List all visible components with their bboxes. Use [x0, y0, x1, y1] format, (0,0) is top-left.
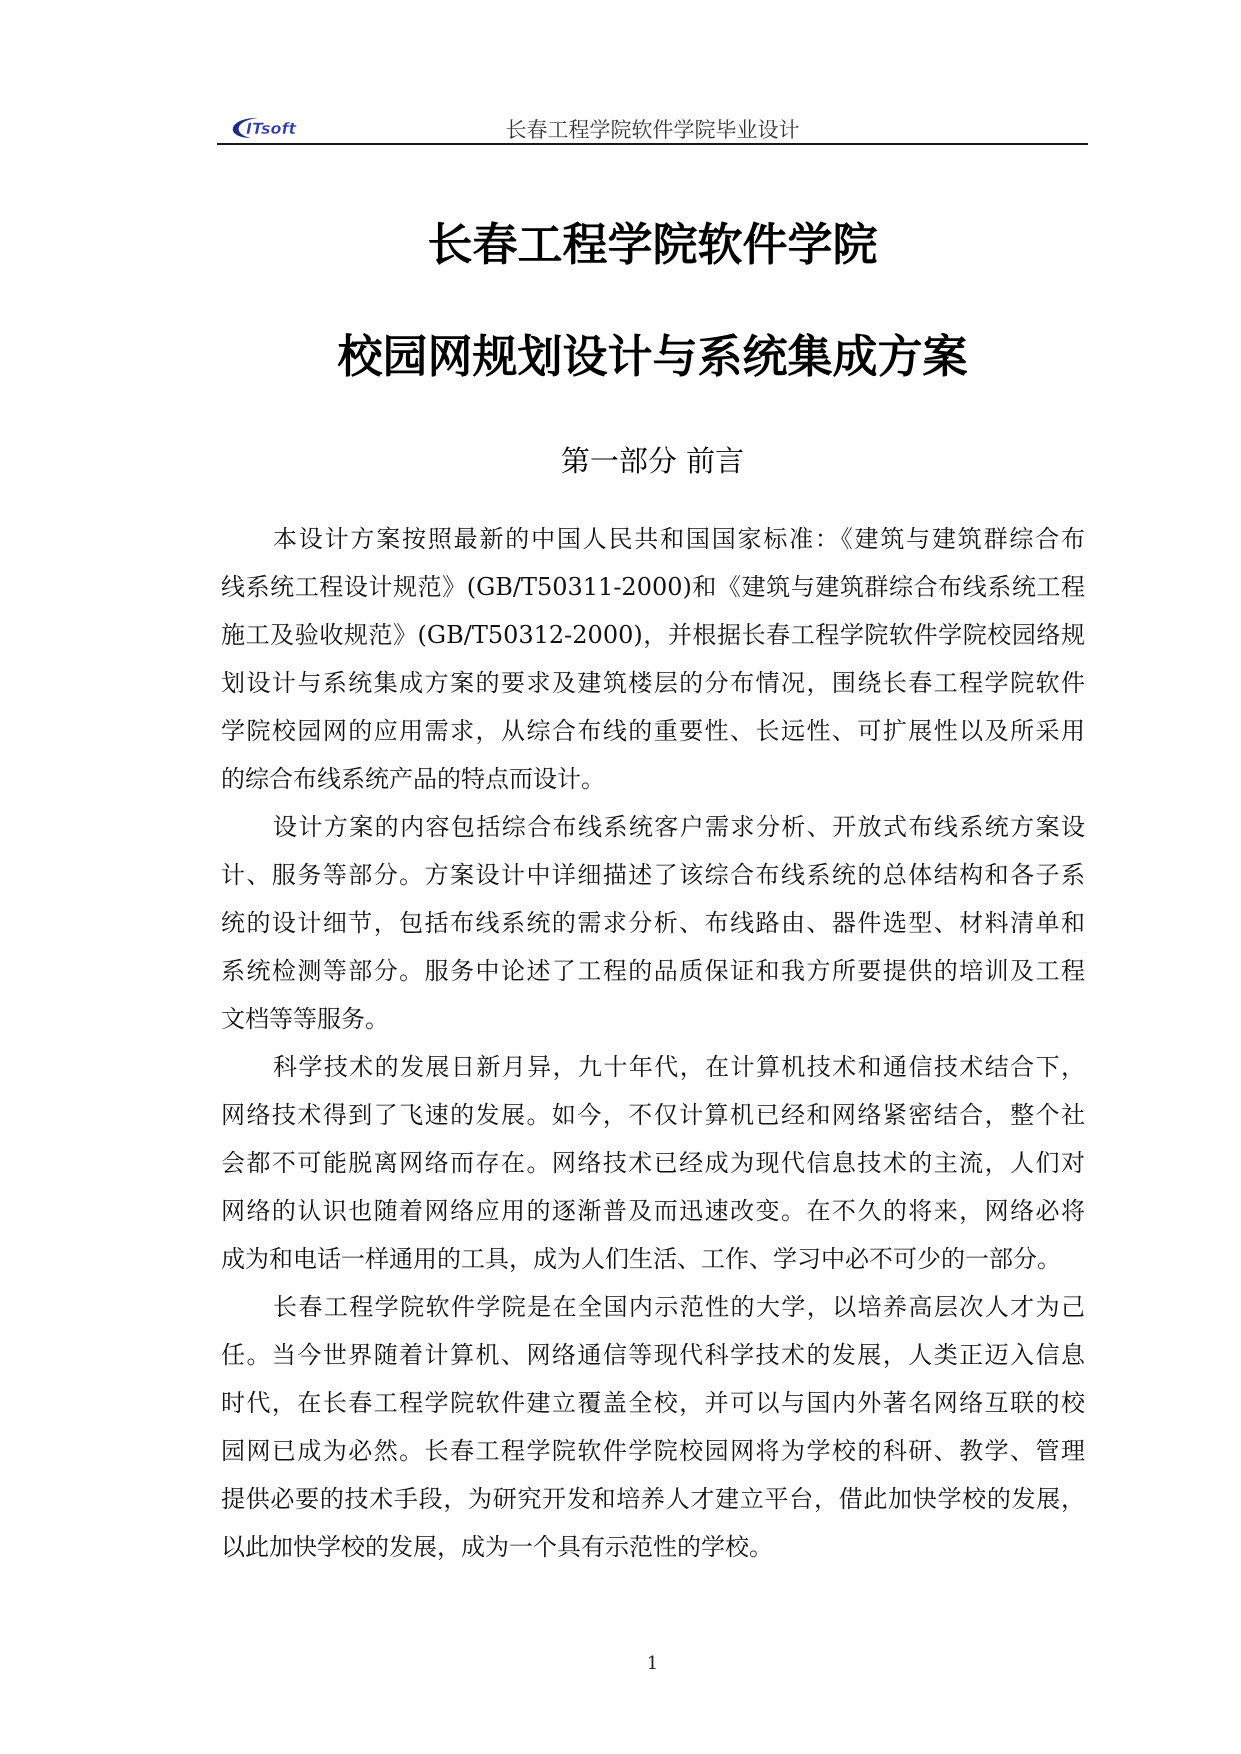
document-title-line-2: 校园网规划设计与系统集成方案: [337, 330, 968, 383]
paragraph-line: 施工及验收规范》(GB/T50312-2000)，并根据长春工程学院软件学院校园络规: [221, 621, 1085, 649]
paragraph: [221, 1043, 1085, 1283]
paragraph-line: 的综合布线系统产品的特点而设计。: [221, 765, 605, 793]
body-text: [221, 515, 1085, 1571]
paragraph-line: 长春工程学院软件学院是在全国内示范性的大学，以培养高层次人才为己: [273, 1293, 1085, 1321]
paragraph-line: 任。当今世界随着计算机、网络通信等现代科学技术的发展，人类正迈入信息: [221, 1341, 1085, 1369]
document-title-line-1: 长春工程学院软件学院: [427, 218, 878, 271]
paragraph-line: 会都不可能脱离网络而存在。网络技术已经成为现代信息技术的主流，人们对: [221, 1149, 1085, 1177]
paragraph: [221, 803, 1085, 1043]
paragraph-line: 系统检测等部分。服务中论述了工程的品质保证和我方所要提供的培训及工程: [221, 957, 1085, 985]
paragraph-line: 划设计与系统集成方案的要求及建筑楼层的分布情况，围绕长春工程学院软件: [221, 669, 1085, 697]
paragraph-line: 设计方案的内容包括综合布线系统客户需求分析、开放式布线系统方案设: [273, 813, 1085, 841]
paragraph: [221, 1283, 1085, 1571]
header-divider: [217, 143, 1088, 145]
paragraph-line: 学院校园网的应用需求，从综合布线的重要性、长远性、可扩展性以及所采用: [221, 717, 1085, 745]
paragraph-line: 统的设计细节，包括布线系统的需求分析、布线路由、器件选型、材料清单和: [221, 909, 1085, 937]
paragraph-line: 成为和电话一样通用的工具，成为人们生活、工作、学习中必不可少的一部分。: [221, 1245, 1061, 1273]
paragraph-line: 园网已成为必然。长春工程学院软件学院校园网将为学校的科研、教学、管理: [221, 1437, 1085, 1465]
paragraph-line: 提供必要的技术手段，为研究开发和培养人才建立平台，借此加快学校的发展，: [221, 1485, 1085, 1513]
paragraph-line: 计、服务等部分。方案设计中详细描述了该综合布线系统的总体结构和各子系: [221, 861, 1085, 889]
logo-wordmark: ITsoft: [246, 119, 297, 138]
section-heading: 第一部分 前言: [560, 444, 745, 478]
paragraph-line: 文档等等服务。: [221, 1005, 389, 1033]
page-number: 1: [646, 1653, 659, 1674]
paragraph-line: 时代，在长春工程学院软件建立覆盖全校，并可以与国内外著名网络互联的校: [221, 1389, 1085, 1417]
paragraph-line: 本设计方案按照最新的中国人民共和国国家标准：《建筑与建筑群综合布: [273, 525, 1085, 553]
paragraph-line: 网络技术得到了飞速的发展。如今，不仅计算机已经和网络紧密结合，整个社: [221, 1101, 1085, 1129]
paragraph-line: 以此加快学校的发展，成为一个具有示范性的学校。: [221, 1533, 773, 1561]
paragraph: [221, 515, 1085, 803]
running-header-title: 长春工程学院软件学院毕业设计: [505, 118, 800, 142]
paragraph-line: 科学技术的发展日新月异，九十年代，在计算机技术和通信技术结合下，: [273, 1053, 1085, 1081]
paragraph-line: 线系统工程设计规范》(GB/T50311-2000)和《建筑与建筑群综合布线系统工程: [221, 573, 1085, 601]
paragraph-line: 网络的认识也随着网络应用的逐渐普及而迅速改变。在不久的将来，网络必将: [221, 1197, 1085, 1225]
